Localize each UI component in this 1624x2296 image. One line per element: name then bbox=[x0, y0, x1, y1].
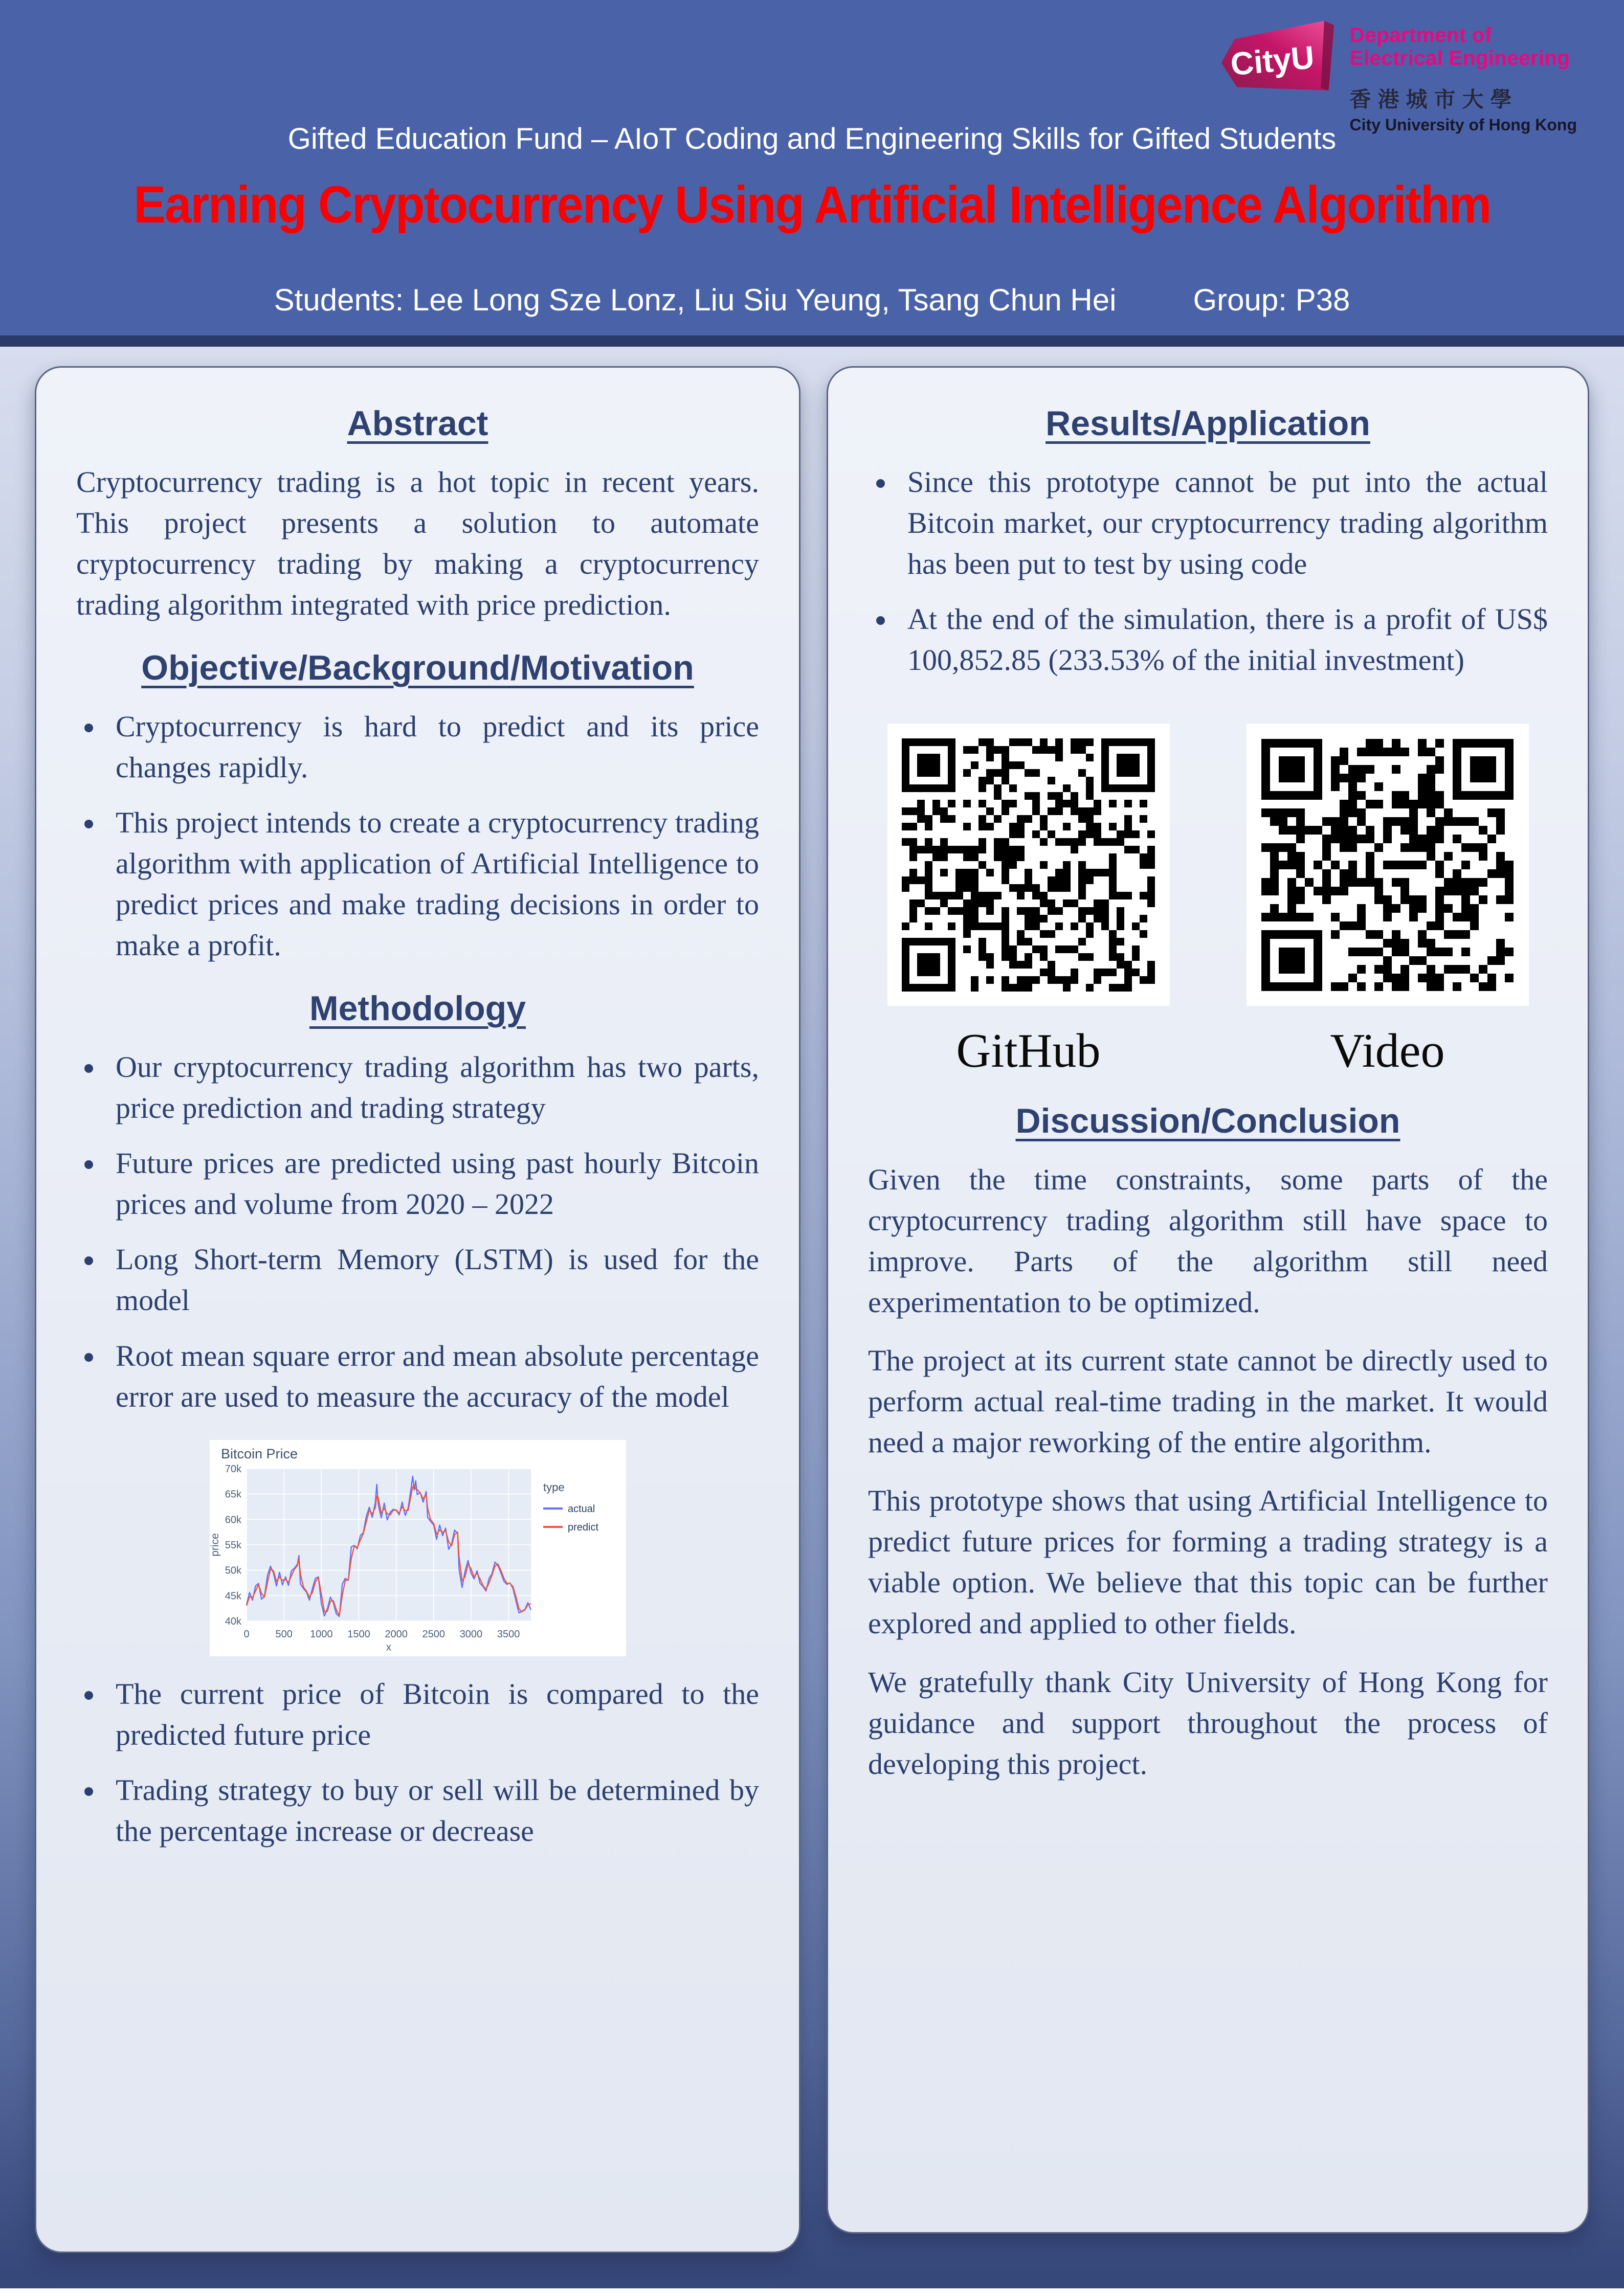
svg-text:0: 0 bbox=[243, 1628, 250, 1640]
bullet-icon bbox=[84, 1787, 93, 1796]
list-item bbox=[76, 1770, 759, 1852]
list-item bbox=[76, 1336, 759, 1417]
list-item bbox=[76, 802, 759, 966]
bullet-text: Since this prototype cannot be put into the actual Bitcoin market, our cryptocurrency trading algorithm has been put to test by using code bbox=[907, 465, 1548, 581]
bullet-icon bbox=[876, 616, 885, 625]
methodology-bullet-list bbox=[76, 1047, 759, 1417]
svg-text:65k: 65k bbox=[225, 1489, 241, 1500]
bullet-text: Our cryptocurrency trading algorithm has two parts, price prediction and trading strategy bbox=[116, 1050, 759, 1125]
students-line bbox=[0, 282, 1624, 318]
results-bullet-list bbox=[868, 462, 1548, 681]
svg-text:price: price bbox=[209, 1533, 221, 1557]
bullet-icon bbox=[84, 724, 93, 732]
left-panel bbox=[35, 366, 800, 2253]
list-item bbox=[868, 599, 1548, 681]
svg-text:55k: 55k bbox=[225, 1539, 241, 1551]
list-item bbox=[76, 1239, 759, 1321]
svg-text:40k: 40k bbox=[225, 1615, 241, 1627]
methodology-heading: Methodology bbox=[309, 989, 526, 1028]
bitcoin-price-chart-card bbox=[210, 1440, 626, 1656]
svg-text:500: 500 bbox=[275, 1628, 293, 1640]
qr-video-column bbox=[1247, 724, 1529, 1078]
paragraph: Given the time constraints, some parts of the cryptocurrency trading algorithm still have space to improve. Parts of the algorithm still need experimentation to be optimized. bbox=[868, 1163, 1548, 1319]
abstract-paragraph: Cryptocurrency trading is a hot topic in recent years. This project presents a solution to automate cryptocurrency trading by making a cryptocurrency trading algorithm integrated with price prediction. bbox=[76, 465, 759, 622]
svg-text:type: type bbox=[543, 1480, 565, 1494]
list-item bbox=[76, 1047, 759, 1129]
svg-text:predict: predict bbox=[567, 1521, 598, 1533]
objective-bullet-list bbox=[76, 706, 759, 966]
bullet-text: Cryptocurrency is hard to predict and its price changes rapidly. bbox=[116, 710, 759, 784]
qr-github-box bbox=[887, 724, 1170, 1006]
github-qr-code-icon bbox=[902, 738, 1155, 992]
bullet-icon bbox=[84, 1160, 93, 1169]
bullet-icon bbox=[84, 1691, 93, 1700]
bullet-text: This project intends to create a cryptocurrency trading algorithm with application of Artificial Intelligence to predict prices and make trading decisions in order to make a profit. bbox=[116, 806, 759, 962]
group-label: Group: P38 bbox=[1193, 283, 1350, 317]
qr-github-label: GitHub bbox=[956, 1024, 1101, 1078]
svg-text:2000: 2000 bbox=[384, 1628, 408, 1640]
right-panel bbox=[827, 366, 1589, 2234]
students-names: Students: Lee Long Sze Lonz, Liu Siu Yeung, Tsang Chun Hei bbox=[274, 283, 1117, 317]
bullet-text: At the end of the simulation, there is a profit of US$ 100,852.85 (233.53% of the initial investment) bbox=[907, 602, 1548, 677]
bottom-strip bbox=[0, 2288, 1624, 2296]
svg-text:actual: actual bbox=[567, 1503, 595, 1515]
svg-text:70k: 70k bbox=[225, 1463, 241, 1475]
methodology-bullet-list-2 bbox=[76, 1674, 759, 1852]
logo-dept-line1: Department of bbox=[1349, 23, 1492, 47]
cityu-logo-text: CityU bbox=[1229, 39, 1316, 83]
paragraph: This prototype shows that using Artificial Intelligence to predict future prices for forming a trading strategy is a viable option. We believe that this topic can be further explored and applied to other fields. bbox=[868, 1484, 1548, 1640]
bullet-icon bbox=[84, 1353, 93, 1362]
qr-code-row bbox=[868, 724, 1548, 1078]
svg-text:60k: 60k bbox=[225, 1514, 241, 1525]
header-divider-strip bbox=[0, 335, 1624, 347]
bullet-text: Trading strategy to buy or sell will be determined by the percentage increase or decrease bbox=[116, 1773, 759, 1848]
logo-text-block bbox=[1350, 13, 1577, 134]
bullet-icon bbox=[84, 1064, 93, 1073]
cityu-logo-mark bbox=[1216, 13, 1339, 101]
qr-video-label: Video bbox=[1330, 1024, 1445, 1078]
objective-heading: Objective/Background/Motivation bbox=[141, 648, 694, 688]
bullet-text: Future prices are predicted using past hourly Bitcoin prices and volume from 2020 – 2022 bbox=[116, 1146, 759, 1221]
svg-text:50k: 50k bbox=[225, 1565, 241, 1577]
video-qr-code-icon bbox=[1261, 739, 1514, 991]
discussion-heading: Discussion/Conclusion bbox=[1015, 1101, 1400, 1141]
paragraph: We gratefully thank City University of Hong Kong for guidance and support throughout the process of developing this project. bbox=[868, 1665, 1548, 1781]
svg-text:2500: 2500 bbox=[422, 1628, 445, 1640]
bullet-icon bbox=[876, 479, 885, 488]
svg-text:Bitcoin Price: Bitcoin Price bbox=[220, 1446, 298, 1461]
bullet-icon bbox=[84, 820, 93, 828]
svg-text:3500: 3500 bbox=[497, 1628, 520, 1640]
bitcoin-price-chart bbox=[210, 1440, 626, 1654]
svg-text:3000: 3000 bbox=[459, 1628, 482, 1640]
svg-text:1000: 1000 bbox=[309, 1628, 333, 1640]
poster-title: Earning Cryptocurrency Using Artificial Intelligence Algorithm bbox=[134, 175, 1490, 234]
svg-text:1500: 1500 bbox=[347, 1628, 370, 1640]
results-heading: Results/Application bbox=[1045, 404, 1370, 443]
bullet-text: Root mean square error and mean absolute percentage error are used to measure the accuracy of the model bbox=[116, 1339, 759, 1413]
qr-github-column bbox=[887, 724, 1170, 1078]
poster-title-line bbox=[0, 175, 1624, 235]
abstract-heading: Abstract bbox=[347, 404, 488, 443]
logo-dept-line2: Electrical Engineering bbox=[1349, 46, 1570, 70]
svg-text:45k: 45k bbox=[225, 1590, 241, 1602]
discussion-paragraphs bbox=[868, 1159, 1548, 1784]
list-item bbox=[76, 1143, 759, 1225]
bullet-text: The current price of Bitcoin is compared to the predicted future price bbox=[116, 1677, 759, 1751]
list-item bbox=[76, 706, 759, 788]
svg-text:x: x bbox=[386, 1641, 391, 1653]
program-line: Gifted Education Fund – AIoT Coding and Engineering Skills for Gifted Students bbox=[287, 122, 1337, 155]
header-banner bbox=[0, 0, 1624, 335]
bullet-text: Long Short-term Memory (LSTM) is used for the model bbox=[116, 1243, 759, 1317]
qr-video-box bbox=[1247, 724, 1529, 1006]
paragraph: The project at its current state cannot be directly used to perform actual real-time trading in the market. It would need a major reworking of the entire algorithm. bbox=[868, 1344, 1548, 1459]
list-item bbox=[868, 462, 1548, 584]
bullet-icon bbox=[84, 1256, 93, 1265]
logo-chinese-name: 香港城市大學 bbox=[1349, 87, 1519, 112]
cityu-logo bbox=[1216, 13, 1577, 134]
list-item bbox=[76, 1674, 759, 1755]
logo-university-name: City University of Hong Kong bbox=[1349, 116, 1577, 134]
